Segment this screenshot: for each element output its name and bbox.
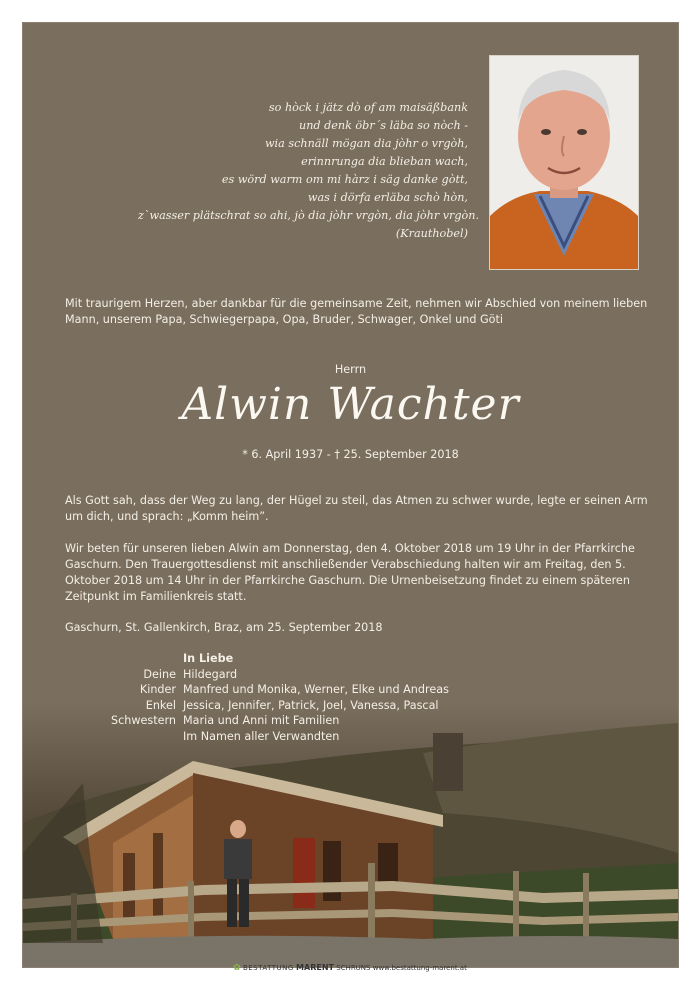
family-row: [23, 667, 678, 683]
poem-line: so hòck i jätz dò of am maisäßbank: [268, 101, 468, 114]
quote-paragraph: Als Gott sah, dass der Weg zu lang, der Hügel zu steil, das Atmen zu schwer wurde, legte er seinen Arm um dich, und sprach: „Komm heim”.: [65, 494, 648, 523]
footer-brand: BESTATTUNG: [242, 964, 294, 972]
family-label: Schwestern: [111, 714, 176, 728]
family-label: Kinder: [139, 683, 176, 697]
portrait-photo: [489, 55, 639, 270]
intro-text: Mit traurigem Herzen, aber dankbar für die gemeinsame Zeit, nehmen wir Abschied von meinem lieben Mann, unserem Papa, Schwiegerpapa, Opa, Bruder, Schwager, Onkel und Göti: [65, 297, 648, 326]
poem-line: es wörd warm om mi hàrz i säg danke gòtt,: [221, 173, 468, 186]
family-row: [23, 713, 678, 729]
poem-line: erinnrunga dia blieban wach,: [301, 155, 468, 168]
family-value: Hildegard: [183, 667, 238, 681]
family-label: [23, 729, 183, 745]
service-paragraph: Wir beten für unseren lieben Alwin am Donnerstag, den 4. Oktober 2018 um 19 Uhr in der Pfarrkirche Gaschurn. Den Trauergottesdienst mit anschließender Verabschiedung halten wir am Freitag, den 5. Oktober 2018 um 14 Uhr in der Pfarrkirche Gaschurn. Die Urnenbeisetzung findet zu einem späteren Zeitpunkt im Familienkreis statt.: [65, 542, 635, 603]
family-row: [23, 729, 678, 745]
family-value: Maria und Anni mit Familien: [183, 714, 340, 728]
poem-author: (Krauthobel): [395, 227, 468, 240]
poem-line: was i dörfa erläba schò hòn,: [307, 191, 468, 204]
poem-line: wia schnäll mögan dia jòhr o vrgòh,: [264, 137, 468, 150]
family-label: Enkel: [145, 698, 176, 712]
family-row: [23, 698, 678, 714]
footer-town: SCHRUNS: [336, 964, 371, 972]
obituary-card: [22, 22, 679, 968]
family-value: Im Namen aller Verwandten: [183, 729, 340, 743]
family-label: Deine: [143, 667, 176, 681]
place-date: Gaschurn, St. Gallenkirch, Braz, am 25. September 2018: [65, 621, 383, 634]
poem-line: und denk öbr´s läba so nòch -: [298, 119, 468, 132]
family-row: [23, 682, 678, 698]
deceased-name: Alwin Wachter: [181, 379, 520, 430]
salutation: Herrn: [334, 363, 367, 376]
in-love-section: [23, 651, 678, 745]
family-value: Manfred und Monika, Werner, Elke und Andreas: [183, 683, 449, 697]
footer-url[interactable]: www.bestattung-marent.at: [372, 964, 467, 972]
poem-line: z`wasser plätschrat so ahi, jò dia jòhr vrgòn, dia jòhr vrgòn.: [138, 209, 480, 222]
footer: [0, 963, 700, 973]
poem: [138, 99, 480, 243]
in-love-heading: In Liebe: [183, 652, 234, 665]
life-dates: * 6. April 1937 - † 25. September 2018: [242, 448, 459, 461]
footer-brand-name: MARENT: [296, 963, 334, 972]
family-value: Jessica, Jennifer, Patrick, Joel, Vanessa, Pascal: [183, 698, 439, 712]
leaf-logo-icon: ✿: [233, 963, 241, 973]
